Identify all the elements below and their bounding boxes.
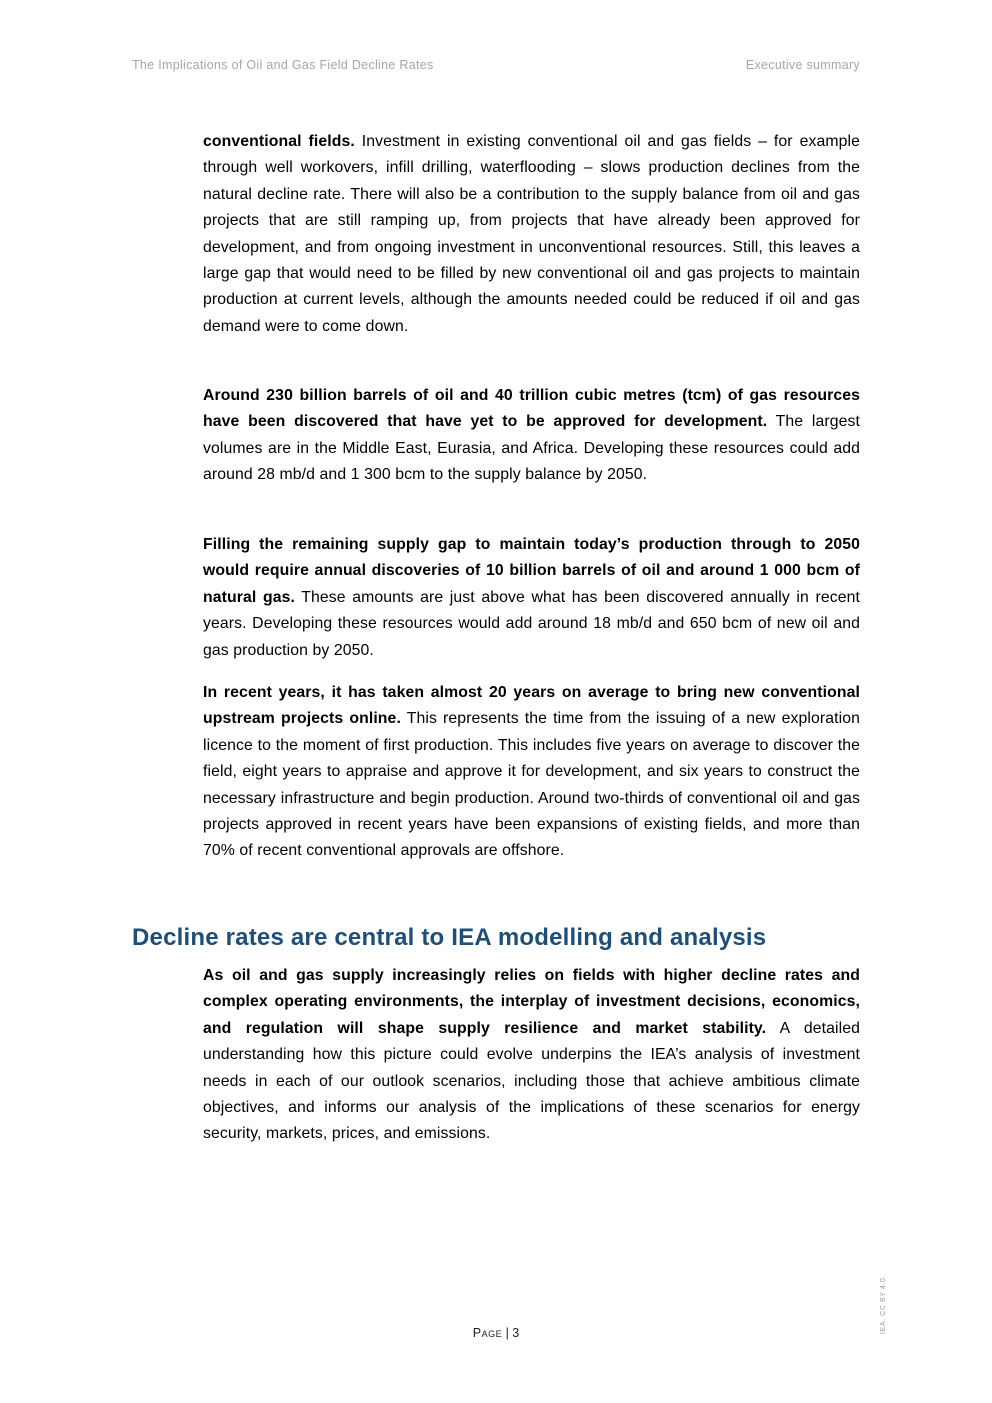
section-heading: Decline rates are central to IEA modelling and analysis [132,924,767,951]
paragraph-1-lead: conventional fields. [203,133,355,150]
section-paragraph-lead: As oil and gas supply increasingly relies on fields with higher decline rates and complex operating environments, the interplay of investment decisions, economics, and regulation will shape supply resilience and market stability. [203,967,860,1037]
paragraph-1 [203,129,860,340]
page-separator: | [502,1326,513,1340]
paragraph-1-body: Investment in existing conventional oil and gas fields – for example through well workovers, infill drilling, waterflooding – slows production declines from the natural decline rate. There will also be a contribution to the supply balance from oil and gas projects that are still ramping up, from projects that have already been approved for development, and from ongoing investment in unconventional resources. Still, this leaves a large gap that would need to be filled by new conventional oil and gas projects to maintain production at current levels, although the amounts needed could be reduced if oil and gas demand were to come down. [203,133,860,335]
paragraph-4 [203,680,860,865]
header-document-title: The Implications of Oil and Gas Field Decline Rates [132,58,434,72]
section-paragraph [203,963,860,1148]
page-label: Page [472,1326,503,1340]
paragraph-2-lead: Around 230 billion barrels of oil and 40 trillion cubic metres (tcm) of gas resources have been discovered that have yet to be approved for development. [203,387,860,431]
paragraph-3-body: These amounts are just above what has been discovered annually in recent years. Developing these resources would add around 18 mb/d and 650 bcm of new oil and gas production by 2050. [203,588,860,659]
paragraph-4-lead: In recent years, it has taken almost 20 years on average to bring new conventional upstream projects online. [203,684,860,728]
paragraph-3 [203,532,860,664]
paragraph-3-lead: Filling the remaining supply gap to maintain today’s production through to 2050 would require annual discoveries of 10 billion barrels of oil and around 1 000 bcm of natural gas. [203,536,860,606]
paragraph-2 [203,383,860,489]
running-header [132,58,860,76]
license-notice: IEA. CC BY 4.0. [880,1274,887,1334]
header-section-name: Executive summary [745,58,860,72]
page-footer [0,1326,992,1340]
page-number: 3 [512,1326,520,1340]
paragraph-2-body: The largest volumes are in the Middle East, Eurasia, and Africa. Developing these resources could add around 28 mb/d and 1 300 bcm to the supply balance by 2050. [203,413,860,484]
section-paragraph-body: A detailed understanding how this picture could evolve underpins the IEA’s analysis of investment needs in each of our outlook scenarios, including those that achieve ambitious climate objectives, and informs our analysis of the implications of these scenarios for energy security, markets, prices, and emissions. [203,1019,860,1143]
paragraph-4-body: This represents the time from the issuing of a new exploration licence to the moment of first production. This includes five years on average to discover the field, eight years to appraise and approve it for development, and six years to construct the necessary infrastructure and begin production. Around two-thirds of conventional oil and gas projects approved in recent years have been expansions of existing fields, and more than 70% of recent conventional approvals are offshore. [203,710,860,860]
